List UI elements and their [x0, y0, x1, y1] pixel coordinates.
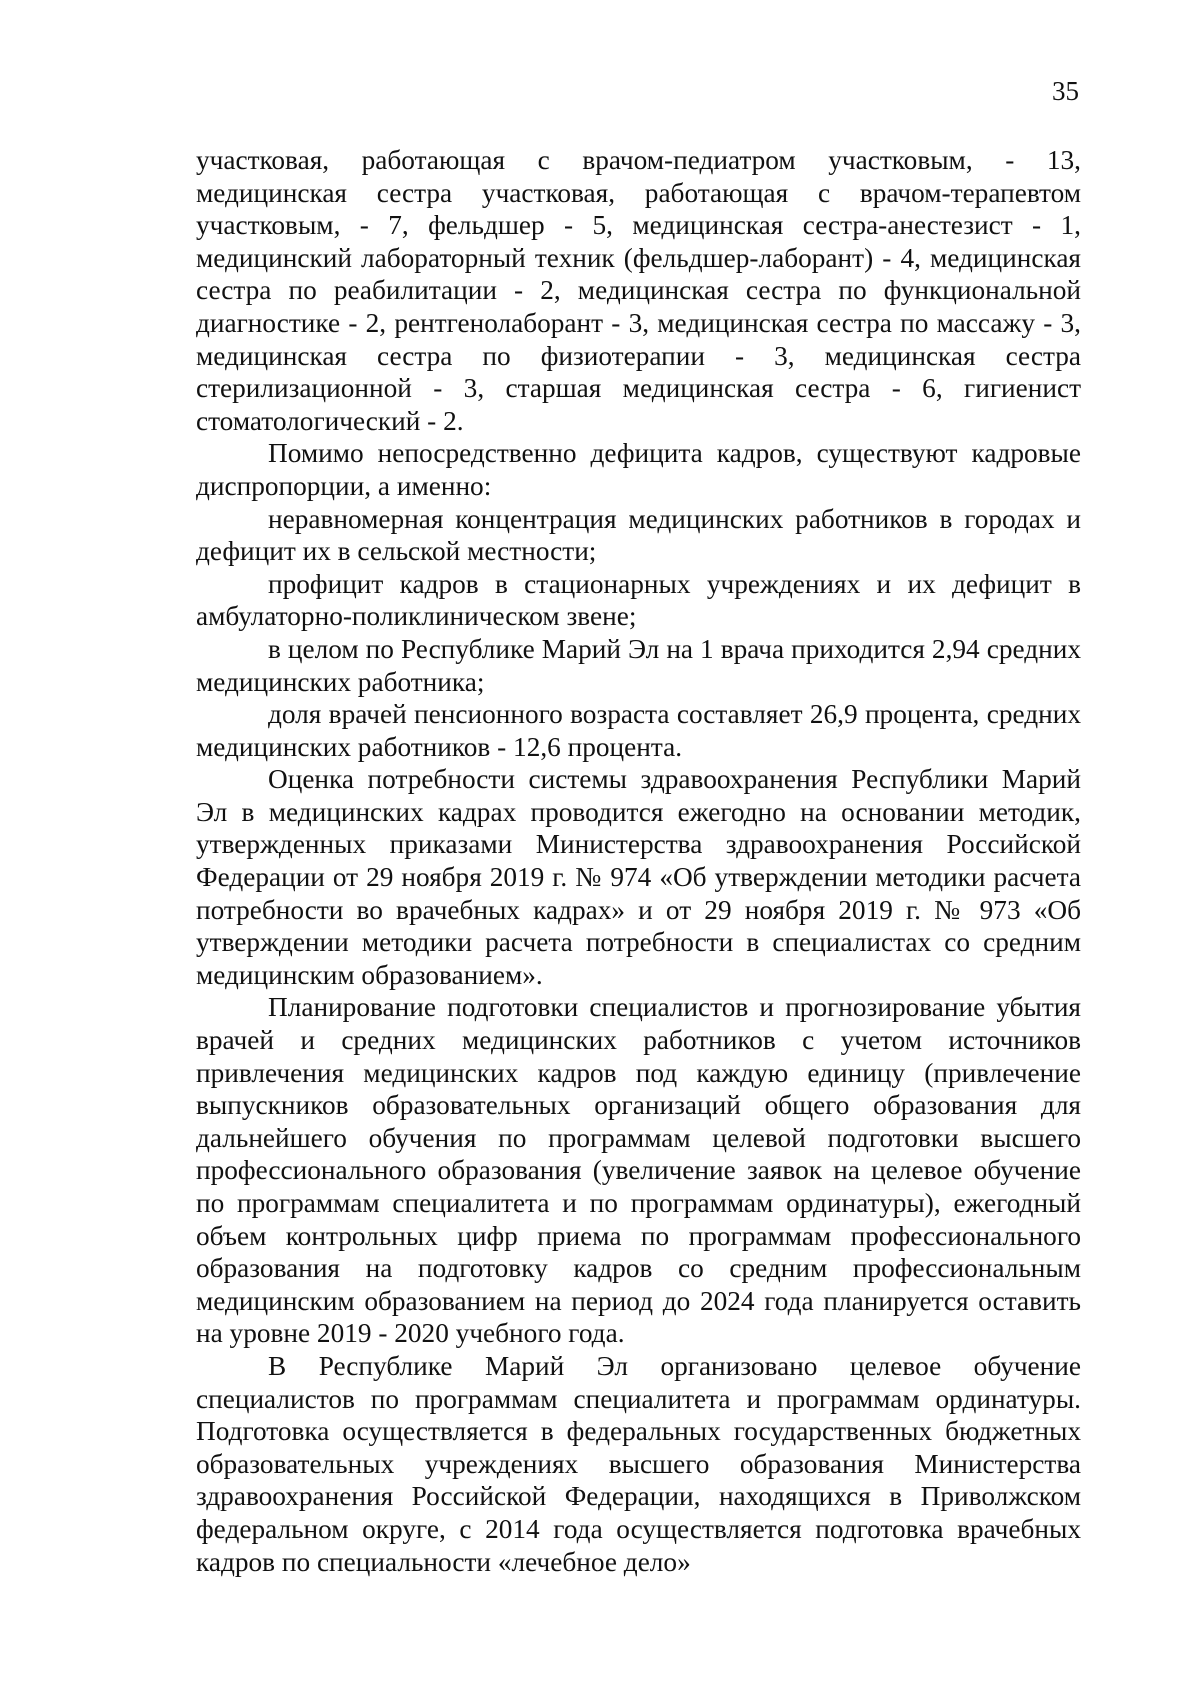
paragraph-targeted-training: В Республике Марий Эл организовано целевое обучение специалистов по программам специалитета и программам ординатуры. Подготовка осуществляется в федеральных государственных бюджетных образовательных учреждениях высшего образования Министерства здравоохранения Российской Федерации, находящихся в Приволжском федеральном округе, с 2014 года осуществляется подготовка врачебных кадров по специальности «лечебное дело» — [196, 1350, 1081, 1577]
paragraph-training-planning: Планирование подготовки специалистов и прогнозирование убытия врачей и средних медицинских работников с учетом источников привлечения медицинских кадров под каждую единицу (привлечение выпускников образовательных организаций общего образования для дальнейшего обучения по программам целевой подготовки высшего профессионального образования (увеличение заявок на целевое обучение по программам специалитета и по программам ординатуры), ежегодный объем контрольных цифр приема по программам профессионального образования на подготовку кадров со средним профессиональным медицинским образованием на период до 2024 года планируется оставить на уровне 2019 - 2020 учебного года. — [196, 992, 1081, 1349]
paragraph-uneven-concentration: неравномерная концентрация медицинских работников в городах и дефицит их в сельской местности; — [196, 503, 1081, 567]
paragraph-disproportions-intro: Помимо непосредственно дефицита кадров, существуют кадровые диспропорции, а именно: — [196, 438, 1081, 501]
paragraph-staff-shortage-list: участковая, работающая с врачом-педиатром участковым, - 13, медицинская сестра участковая, работающая с врачом-терапевтом участковым, - 7, фельдшер - 5, медицинская сестра-анестезист - 1, медицинский лабораторный техник (фельдшер-лаборант) - 4, медицинская сестра по реабилитации - 2, медицинская сестра по функциональной диагностике - 2, рентгенолаборант - 3, медицинская сестра по массажу - 3, медицинская сестра по физиотерапии - 3, медицинская сестра стерилизационной - 3, старшая медицинская сестра - 6, гигиенист стоматологический - 2. — [196, 145, 1081, 436]
paragraph-needs-assessment: Оценка потребности системы здравоохранения Республики Марий Эл в медицинских кадрах проводится ежегодно на основании методик, утвержденных приказами Министерства здравоохранения Российской Федерации от 29 ноября 2019 г. № 974 «Об утверждении методики расчета потребности во врачебных кадрах» и от 29 ноября 2019 г. № 973 «Об утверждении методики расчета потребности в специалистах со средним медицинским образованием». — [196, 764, 1081, 990]
page-number: 35 — [1052, 76, 1079, 106]
document-body — [196, 144, 1081, 1578]
paragraph-nurses-per-doctor: в целом по Республике Марий Эл на 1 врача приходится 2,94 средних медицинских работника; — [196, 633, 1081, 697]
paragraph-staff-surplus: профицит кадров в стационарных учреждениях и их дефицит в амбулаторно-поликлиническом звене; — [196, 568, 1081, 632]
paragraph-pension-age-share: доля врачей пенсионного возраста составляет 26,9 процента, средних медицинских работников - 12,6 процента. — [196, 699, 1081, 762]
